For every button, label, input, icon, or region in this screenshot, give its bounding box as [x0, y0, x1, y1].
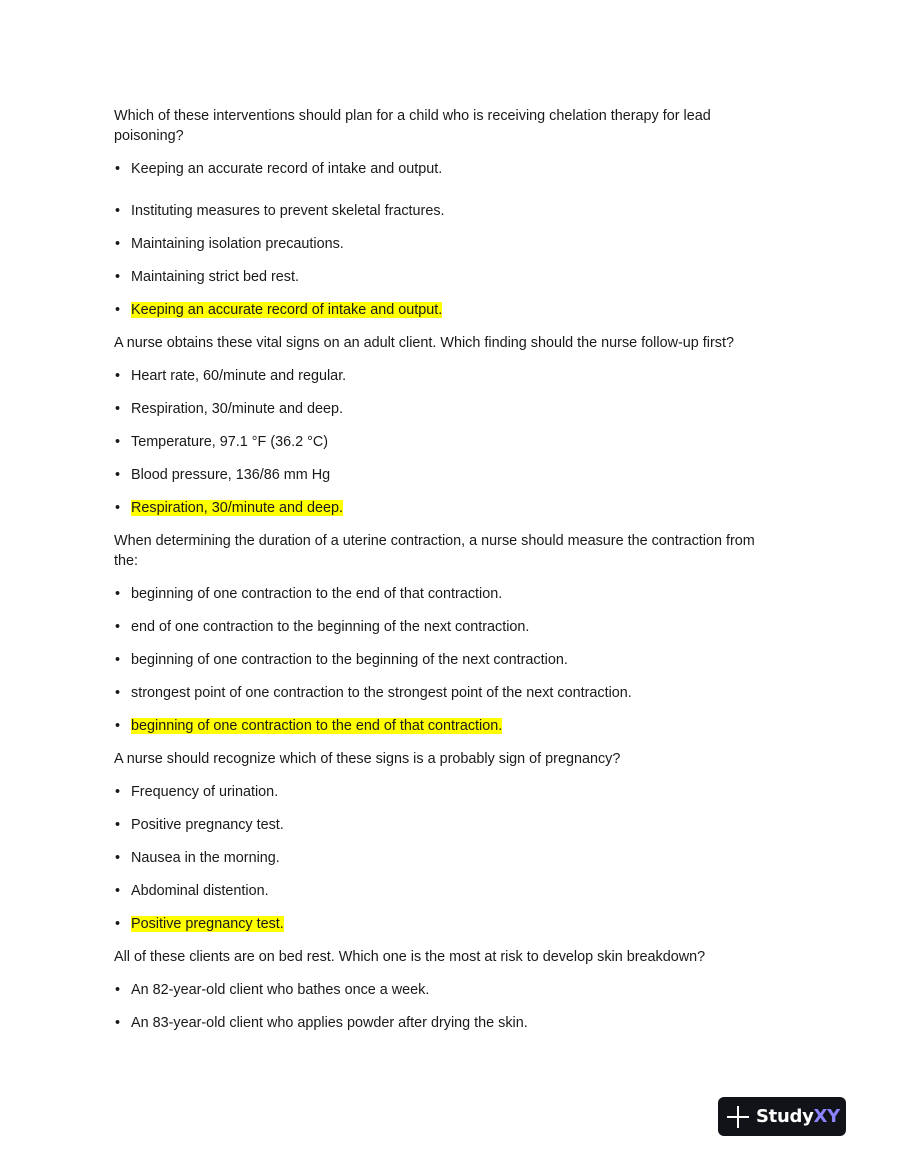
option-list: [114, 980, 764, 1033]
question-block: [114, 947, 764, 1033]
highlighted-answer: Respiration, 30/minute and deep.: [131, 500, 344, 516]
option-item: • end of one contraction to the beginning of the next contraction.: [115, 619, 530, 635]
option-item: • Instituting measures to prevent skeletal fractures.: [115, 203, 445, 219]
option-list: [114, 366, 764, 518]
option-list: [114, 159, 764, 320]
bullet-icon: •: [115, 916, 121, 932]
option-item: • Respiration, 30/minute and deep.: [115, 401, 344, 417]
option-item: • Maintaining isolation precautions.: [115, 236, 344, 252]
highlighted-answer: beginning of one contraction to the end of that contraction.: [131, 718, 503, 734]
bullet-icon: •: [115, 500, 121, 516]
bullet-icon: •: [115, 401, 121, 417]
option-item: • An 82-year-old client who bathes once a week.: [115, 982, 430, 998]
bullet-icon: •: [115, 467, 121, 483]
brand-wordmark: StudyXY: [756, 1106, 840, 1127]
bullet-icon: •: [115, 652, 121, 668]
option-item: • Heart rate, 60/minute and regular.: [115, 368, 347, 384]
option-list: [114, 782, 764, 934]
option-item: • beginning of one contraction to the beginning of the next contraction.: [115, 652, 568, 668]
bullet-icon: •: [115, 368, 121, 384]
answer-item: [114, 716, 764, 736]
bullet-icon: •: [115, 586, 121, 602]
question-text: All of these clients are on bed rest. Which one is the most at risk to develop skin breakdown?: [114, 949, 706, 965]
bullet-icon: •: [115, 883, 121, 899]
highlighted-answer: Keeping an accurate record of intake and output.: [131, 302, 443, 318]
option-item: • An 83-year-old client who applies powder after drying the skin.: [115, 1015, 528, 1031]
option-item: • Positive pregnancy test.: [115, 817, 284, 833]
answer-item: [114, 498, 764, 518]
question-text: A nurse should recognize which of these signs is a probably sign of pregnancy?: [114, 751, 621, 767]
bullet-icon: •: [115, 619, 121, 635]
bullet-icon: •: [115, 1015, 121, 1031]
highlighted-answer: Positive pregnancy test.: [131, 916, 284, 932]
option-item: • Keeping an accurate record of intake and output.: [115, 161, 443, 177]
option-list: [114, 584, 764, 736]
question-block: [114, 106, 764, 320]
bullet-icon: •: [115, 236, 121, 252]
option-item: • strongest point of one contraction to the strongest point of the next contraction.: [115, 685, 632, 701]
bullet-icon: •: [115, 784, 121, 800]
document-page: [114, 106, 764, 1033]
bullet-icon: •: [115, 161, 121, 177]
option-item: • Frequency of urination.: [115, 784, 279, 800]
option-item: • Blood pressure, 136/86 mm Hg: [115, 467, 331, 483]
bullet-icon: •: [115, 203, 121, 219]
answer-item: [114, 914, 764, 934]
bullet-icon: •: [115, 302, 121, 318]
option-item: • beginning of one contraction to the end of that contraction.: [115, 586, 503, 602]
option-item: • Nausea in the morning.: [115, 850, 280, 866]
question-text: A nurse obtains these vital signs on an adult client. Which finding should the nurse follow-up first?: [114, 335, 734, 351]
bullet-icon: •: [115, 850, 121, 866]
option-item: • Maintaining strict bed rest.: [115, 269, 299, 285]
question-block: [114, 749, 764, 934]
plus-icon: [727, 1106, 749, 1128]
option-item: • Abdominal distention.: [115, 883, 269, 899]
answer-item: [114, 300, 764, 320]
bullet-icon: •: [115, 718, 121, 734]
question-block: [114, 531, 764, 736]
bullet-icon: •: [115, 817, 121, 833]
bullet-icon: •: [115, 434, 121, 450]
bullet-icon: •: [115, 685, 121, 701]
question-text: When determining the duration of a uterine contraction, a nurse should measure the contraction from the:: [114, 533, 755, 569]
question-text: Which of these interventions should plan for a child who is receiving chelation therapy for lead poisoning?: [114, 108, 711, 144]
bullet-icon: •: [115, 269, 121, 285]
studyxy-logo[interactable]: [718, 1097, 846, 1136]
option-item: • Temperature, 97.1 °F (36.2 °C): [115, 434, 329, 450]
bullet-icon: •: [115, 982, 121, 998]
question-block: [114, 333, 764, 518]
